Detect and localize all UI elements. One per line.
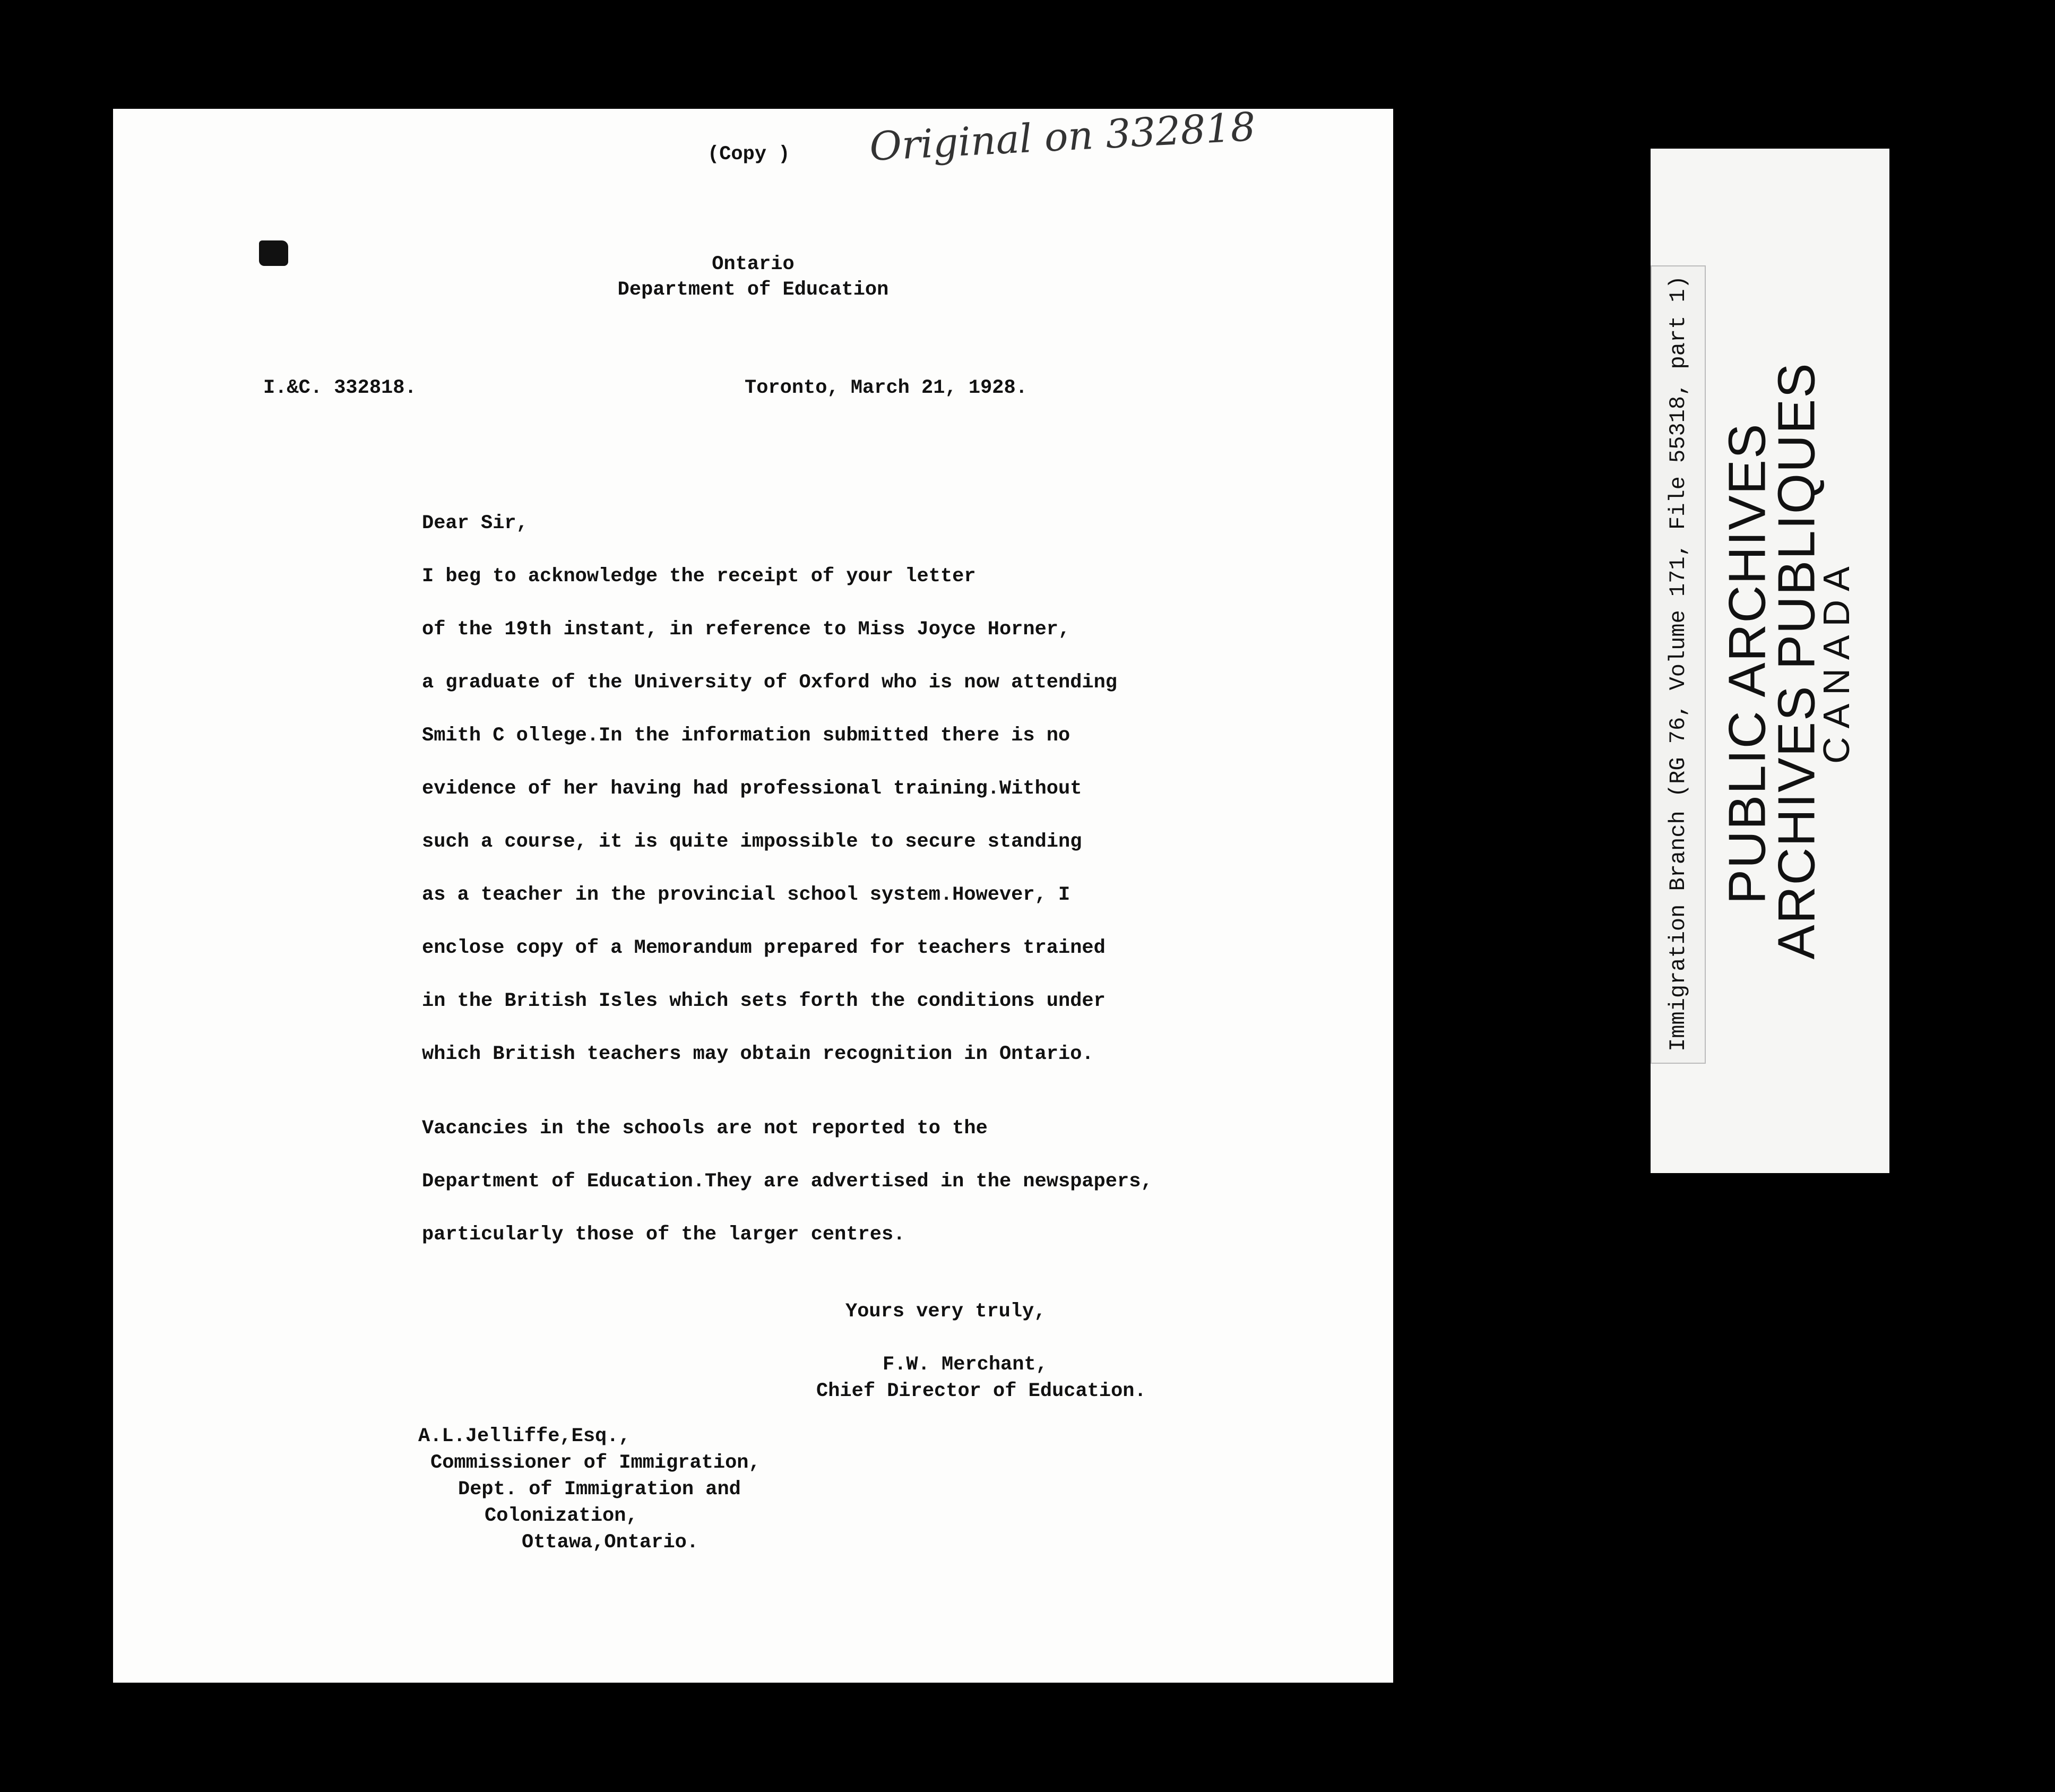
paragraph1-line: such a course, it is quite impossible to secure standing bbox=[422, 831, 1082, 853]
dateline: Toronto, March 21, 1928. bbox=[745, 377, 1028, 399]
paragraph1-line: enclose copy of a Memorandum prepared for teachers trained bbox=[422, 937, 1106, 959]
letter-page bbox=[113, 104, 1393, 1683]
letterhead-line2: Department of Education bbox=[617, 279, 889, 301]
paragraph1-line: in the British Isles which sets forth the conditions under bbox=[422, 990, 1106, 1012]
addressee-line: Commissioner of Immigration, bbox=[430, 1452, 761, 1474]
addressee-line: Dept. of Immigration and bbox=[458, 1478, 741, 1501]
copy-mark: (Copy ) bbox=[707, 143, 790, 166]
paragraph1-line: which British teachers may obtain recognition in Ontario. bbox=[422, 1043, 1094, 1065]
signer-name: F.W. Merchant, bbox=[883, 1354, 1048, 1376]
archive-file-reference: Immigration Branch (RG 76, Volume 171, File 55318, part 1) bbox=[1665, 275, 1691, 1052]
salutation: Dear Sir, bbox=[422, 512, 528, 535]
addressee-line: Colonization, bbox=[485, 1505, 638, 1527]
paragraph1-line: Smith C ollege.In the information submitted there is no bbox=[422, 725, 1070, 747]
addressee-line: Ottawa,Ontario. bbox=[522, 1531, 699, 1554]
paragraph2-line: particularly those of the larger centres. bbox=[422, 1224, 905, 1246]
paragraph2-line: Department of Education.They are advertised in the newspapers, bbox=[422, 1170, 1153, 1193]
paragraph2-line: Vacancies in the schools are not reported to the bbox=[422, 1117, 988, 1140]
archive-label-line3: CANADA bbox=[1816, 558, 1857, 764]
file-reference-number: I.&C. 332818. bbox=[263, 377, 417, 399]
paragraph1-line: a graduate of the University of Oxford who is now attending bbox=[422, 671, 1118, 694]
closing: Yours very truly, bbox=[845, 1300, 1046, 1323]
archive-label-line2: ARCHIVES PUBLIQUES bbox=[1767, 362, 1826, 960]
paragraph1-line: I beg to acknowledge the receipt of your letter bbox=[422, 565, 976, 588]
addressee-line: A.L.Jelliffe,Esq., bbox=[418, 1425, 631, 1448]
handwritten-note: Original on 332818 bbox=[868, 104, 1257, 170]
paragraph1-line: evidence of her having had professional training.Without bbox=[422, 778, 1082, 800]
paragraph1-line: of the 19th instant, in reference to Miss Joyce Horner, bbox=[422, 618, 1070, 641]
letterhead-line1: Ontario bbox=[712, 253, 795, 275]
signer-title: Chief Director of Education. bbox=[816, 1380, 1146, 1402]
archive-label-line1: PUBLIC ARCHIVES bbox=[1717, 423, 1776, 904]
paragraph1-line: as a teacher in the provincial school system.However, I bbox=[422, 884, 1070, 906]
